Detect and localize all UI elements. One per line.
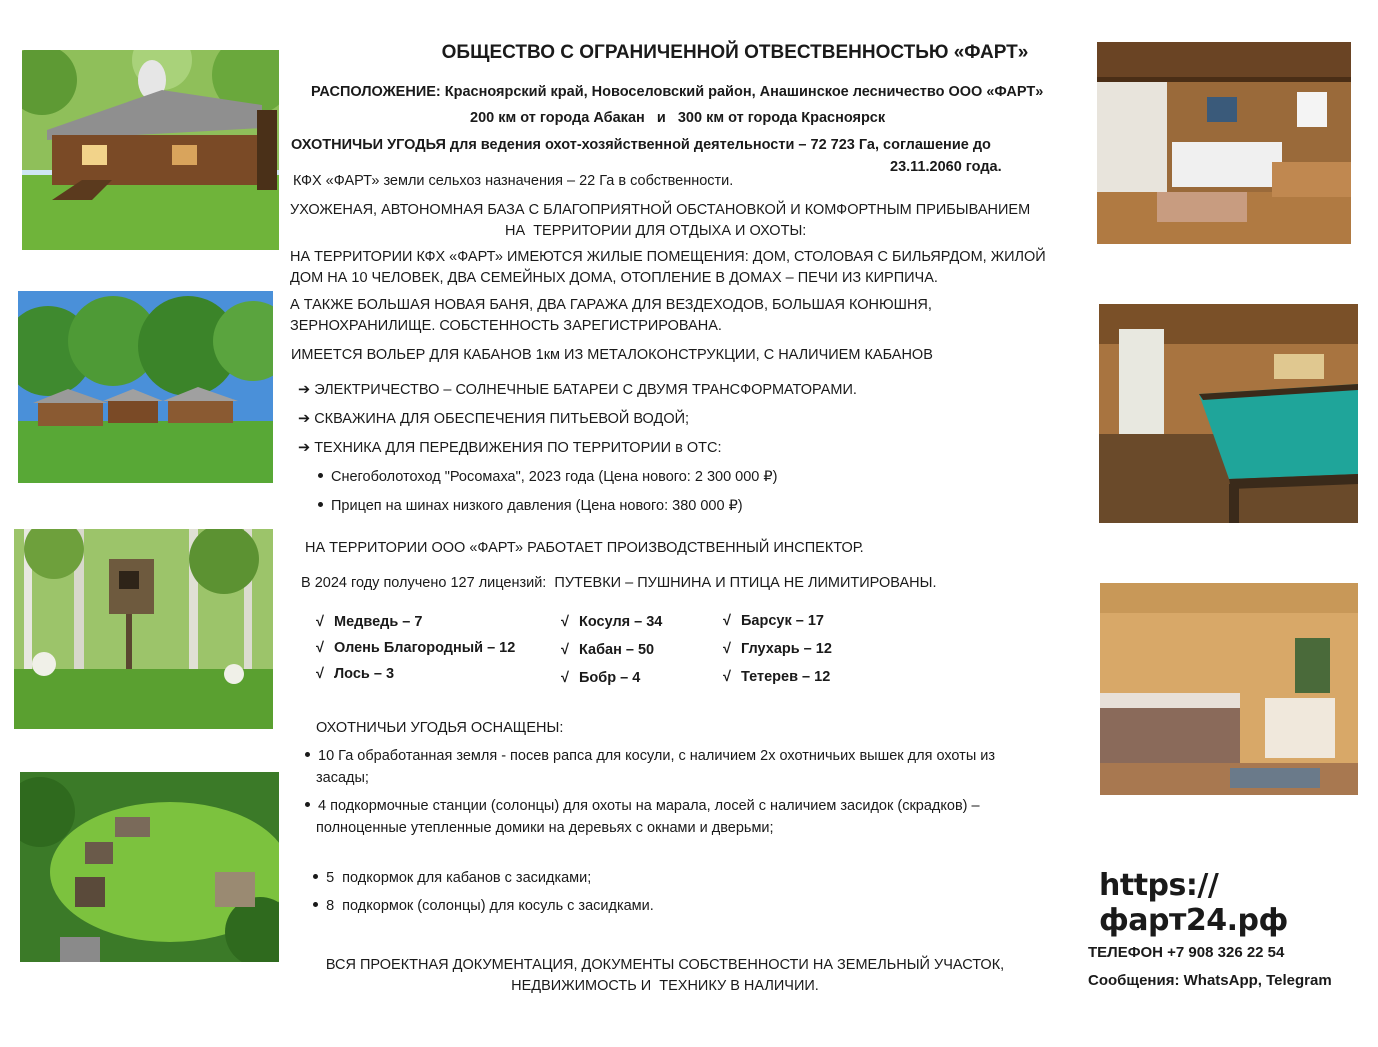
photo-cabin-porch <box>22 50 279 250</box>
website-link[interactable]: https:// фарт24.рф <box>1099 868 1288 938</box>
animal-text: Медведь – 7 <box>334 614 423 630</box>
equipment-text: 4 подкормочные станции (солонцы) для охоты на марала, лосей с наличием засидок (скрадков) – <box>318 798 980 814</box>
check-icon: √ <box>723 669 731 685</box>
utility-item <box>298 382 857 398</box>
animal-quota <box>723 669 830 685</box>
equipment-item <box>305 873 654 917</box>
equipment-heading: ОХОТНИЧЬИ УГОДЬЯ ОСНАЩЕНЫ: <box>316 720 564 736</box>
page-title: ОБЩЕСТВО С ОГРАНИЧЕННОЙ ОТВЕСТВЕННОСТЬЮ «ФАРТ» <box>441 42 1029 63</box>
equipment-text-continued: полноценные утепленные домики на деревьях с окнами и дверьми; <box>316 820 774 836</box>
check-icon: √ <box>723 613 731 629</box>
arrow-right-icon: ➔ <box>298 382 315 398</box>
animal-quota <box>316 640 515 656</box>
photo-tree-hide <box>14 529 273 729</box>
equipment-text: 8 подкормок (солонцы) для косуль с засидками. <box>326 898 654 914</box>
utility-item <box>298 411 689 427</box>
animal-text: Кабан – 50 <box>579 642 655 658</box>
animal-quota <box>561 642 654 658</box>
premises-line1: НА ТЕРРИТОРИИ КФХ «ФАРТ» ИМЕЮТСЯ ЖИЛЫЕ ПОМЕЩЕНИЯ: ДОМ, СТОЛОВАЯ С БИЛЬЯРДОМ, ЖИЛОЙ <box>290 249 1046 265</box>
animal-text: Глухарь – 12 <box>741 641 832 657</box>
vehicle-item <box>318 466 777 488</box>
equipment-item <box>305 745 995 767</box>
arrow-right-icon: ➔ <box>298 440 315 456</box>
location-line: РАСПОЛОЖЕНИЕ: Красноярский край, Новоселовский район, Анашинское лесничество ООО «ФАРТ» <box>311 84 1044 100</box>
check-icon: √ <box>316 640 324 656</box>
documents-line1: ВСЯ ПРОЕКТНАЯ ДОКУМЕНТАЦИЯ, ДОКУМЕНТЫ СОБСТВЕННОСТИ НА ЗЕМЕЛЬНЫЙ УЧАСТОК, <box>325 957 1005 973</box>
animal-text: Тетерев – 12 <box>741 669 831 685</box>
utility-text: ЭЛЕКТРИЧЕСТВО – СОЛНЕЧНЫЕ БАТАРЕИ С ДВУМЯ ТРАНСФОРМАТОРАМИ. <box>314 382 857 398</box>
check-icon: √ <box>561 614 569 630</box>
animal-quota <box>316 666 394 682</box>
equipment-text-continued: засады; <box>316 770 369 786</box>
animal-quota <box>561 614 662 630</box>
equipment-text: 10 Га обработанная земля - посев рапса для косули, с наличием 2х охотничьих вышек для охоты из <box>318 748 996 764</box>
check-icon: √ <box>561 642 569 658</box>
phone-number[interactable]: ТЕЛЕФОН +7 908 326 22 54 <box>1088 944 1285 961</box>
also-line2: ЗЕРНОХРАНИЛИЩЕ. СОБСТЕННОСТЬ ЗАРЕГИСТРИРОВАНА. <box>290 318 722 334</box>
equipment-text: 5 подкормок для кабанов с засидками; <box>326 870 592 886</box>
check-icon: √ <box>561 670 569 686</box>
animal-quota <box>561 670 640 686</box>
check-icon: √ <box>723 641 731 657</box>
base-description-line1: УХОЖЕНАЯ, АВТОНОМНАЯ БАЗА С БЛАГОПРИЯТНОЙ ОБСТАНОВКОЙ И КОМФОРТНЫМ ПРИБЫВАНИЕМ <box>290 202 1031 218</box>
inspector-line: НА ТЕРРИТОРИИ ООО «ФАРТ» РАБОТАЕТ ПРОИЗВОДСТВЕННЫЙ ИНСПЕКТОР. <box>305 540 864 556</box>
animal-quota <box>723 641 832 657</box>
premises-line2: ДОМ НА 10 ЧЕЛОВЕК, ДВА СЕМЕЙНЫХ ДОМА, ОТОПЛЕНИЕ В ДОМАХ – ПЕЧИ ИЗ КИРПИЧА. <box>290 270 938 286</box>
arrow-right-icon: ➔ <box>298 411 315 427</box>
photo-houses-meadow <box>18 291 273 483</box>
enclosure-line: ИМЕЕТСЯ ВОЛЬЕР ДЛЯ КАБАНОВ 1км ИЗ МЕТАЛОКОНСТРУКЦИИ, С НАЛИЧИЕМ КАБАНОВ <box>291 347 933 363</box>
animal-text: Олень Благородный – 12 <box>334 640 516 656</box>
equipment-item <box>305 795 980 817</box>
animal-quota <box>723 613 824 629</box>
vehicle-text: Прицеп на шинах низкого давления (Цена нового: 380 000 ₽) <box>331 498 743 514</box>
grounds-date: 23.11.2060 года. <box>890 159 1002 175</box>
bullet-icon <box>305 752 310 757</box>
bullet-icon <box>318 473 323 478</box>
photo-billiard-room <box>1099 304 1358 523</box>
check-icon: √ <box>316 614 324 630</box>
bullet-icon <box>318 502 323 507</box>
utility-text: СКВАЖИНА ДЛЯ ОБЕСПЕЧЕНИЯ ПИТЬЕВОЙ ВОДОЙ; <box>314 411 690 427</box>
photo-aerial-base <box>20 772 279 962</box>
licenses-line: В 2024 году получено 127 лицензий: ПУТЕВКИ – ПУШНИНА И ПТИЦА НЕ ЛИМИТИРОВАНЫ. <box>301 575 937 591</box>
bullet-icon <box>305 802 310 807</box>
grounds-line: ОХОТНИЧЬИ УГОДЬЯ для ведения охот-хозяйственной деятельности – 72 723 Га, соглашение до <box>291 137 991 153</box>
bullet-icon <box>313 902 318 907</box>
check-icon: √ <box>316 666 324 682</box>
animal-text: Барсук – 17 <box>741 613 824 629</box>
vehicle-item <box>318 495 743 517</box>
photo-kitchen-interior <box>1097 42 1351 244</box>
base-description-line2: НА ТЕРРИТОРИИ ДЛЯ ОТДЫХА И ОХОТЫ: <box>505 223 807 239</box>
documents-line2: НЕДВИЖИМОСТЬ И ТЕХНИКУ В НАЛИЧИИ. <box>511 978 819 994</box>
animal-text: Лось – 3 <box>334 666 395 682</box>
distance-line: 200 км от города Абакан и 300 км от города Красноярск <box>470 110 886 126</box>
messengers-line: Сообщения: WhatsApp, Telegram <box>1088 972 1332 989</box>
animal-quota <box>316 614 422 630</box>
utility-item <box>298 440 721 456</box>
also-line1: А ТАКЖЕ БОЛЬШАЯ НОВАЯ БАНЯ, ДВА ГАРАЖА ДЛЯ ВЕЗДЕХОДОВ, БОЛЬШАЯ КОНЮШНЯ, <box>290 297 932 313</box>
photo-bedroom-interior <box>1100 583 1358 795</box>
vehicle-text: Снегоболотоход "Росомаха", 2023 года (Цена нового: 2 300 000 ₽) <box>331 469 778 485</box>
animal-text: Косуля – 34 <box>579 614 663 630</box>
utility-text: ТЕХНИКА ДЛЯ ПЕРЕДВИЖЕНИЯ ПО ТЕРРИТОРИИ в ОТС: <box>314 440 722 456</box>
kfh-land-line: КФХ «ФАРТ» земли сельхоз назначения – 22 Га в собственности. <box>293 173 734 189</box>
animal-text: Бобр – 4 <box>579 670 641 686</box>
